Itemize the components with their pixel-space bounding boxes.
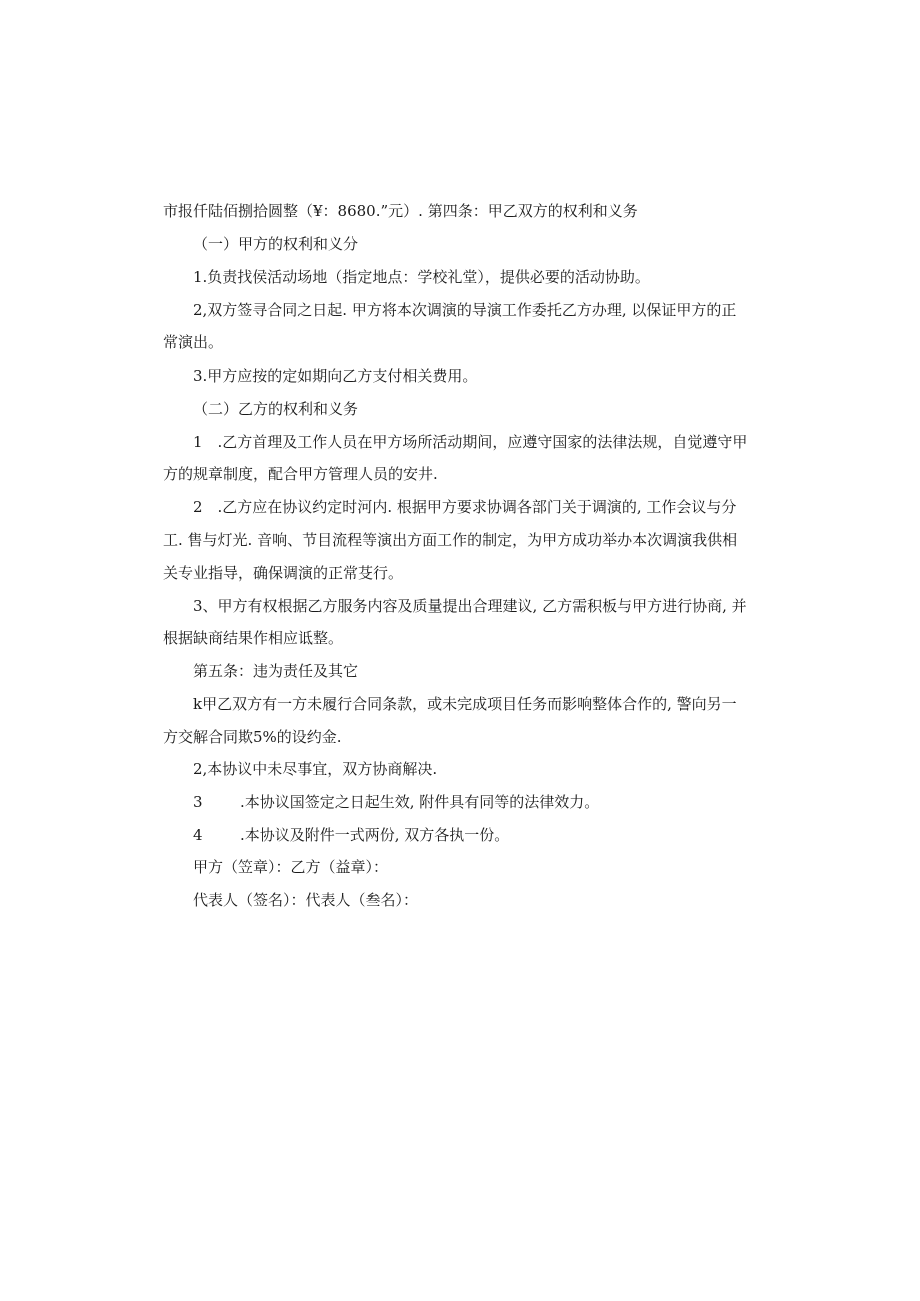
signature-representative-line: 代表人（签名）：代表人（叁名）： (193, 891, 419, 909)
clause-b2-line2: 工. 售与灯光. 音响、节目流程等演出方面工作的制定，为甲方成功举办本次调演我供相 (163, 531, 738, 549)
clause-a2-line1: 2,双方签寻合同之日起. 甲方将本次调演的导演工作委托乙方办理, 以保证甲方的正 (193, 301, 737, 319)
clause-b3-line1: 3、甲方有权根据乙方服务内容及质量提出合理建议, 乙方需积板与甲方进行协商, 并 (193, 597, 747, 615)
clause-b3-line2: 根据缺商结果作相应诋整。 (163, 629, 344, 647)
liability-clause1-line1: k甲乙双方有一方未履行合同条款，或未完成项目任务而影响整体合作的, 警向另一 (193, 695, 737, 713)
clause-number-4: 4 (193, 826, 203, 844)
clause-a2-line2: 常演出。 (163, 333, 224, 351)
article-five-heading: 第五条：违为责任及其它 (193, 662, 359, 680)
signature-seal-line: 甲方（笠章）：乙方（益章）： (193, 858, 389, 876)
section-heading-party-a: （一）甲方的权利和义分 (193, 235, 359, 253)
liability-clause1-line2: 方交解合同欺5%的设约金. (163, 728, 342, 746)
clause-b2-line1: 2 .乙方应在协议约定时河内. 根据甲方要求协调各部门关于调演的, 工作会议与分 (193, 498, 737, 516)
clause-a3: 3.甲方应按的定如期向乙方支付相关费用。 (193, 367, 478, 385)
clause-b1-line2: 方的规章制度，配合甲方管理人员的安井. (163, 465, 438, 483)
clause-a1: 1.负责找侯活动场地（指定地点：学校礼堂），提供必要的活动协助。 (193, 268, 650, 286)
clause-b2-line3: 关专业指导，确保调演的正常芟行。 (163, 564, 404, 582)
payment-amount-line: 市报仟陆佰捌拾圆整（¥：8680.”元）. 第四条：甲乙双方的权利和义务 (163, 202, 638, 220)
liability-clause2: 2,本协议中未尽事宜，双方协商解决. (193, 760, 438, 778)
clause-b1-line1: 1 .乙方首理及工作人员在甲方场所活动期间，应遵守国家的法律法规，自觉遵守甲 (193, 433, 748, 451)
clause-number-3: 3 (193, 793, 203, 811)
liability-clause4: .本协议及附件一式两份, 双方各执一份。 (240, 826, 510, 844)
liability-clause3: .本协议国签定之日起生效, 附件具有同等的法律效力。 (240, 793, 600, 811)
section-heading-party-b: （二）乙方的权利和义务 (193, 400, 359, 418)
